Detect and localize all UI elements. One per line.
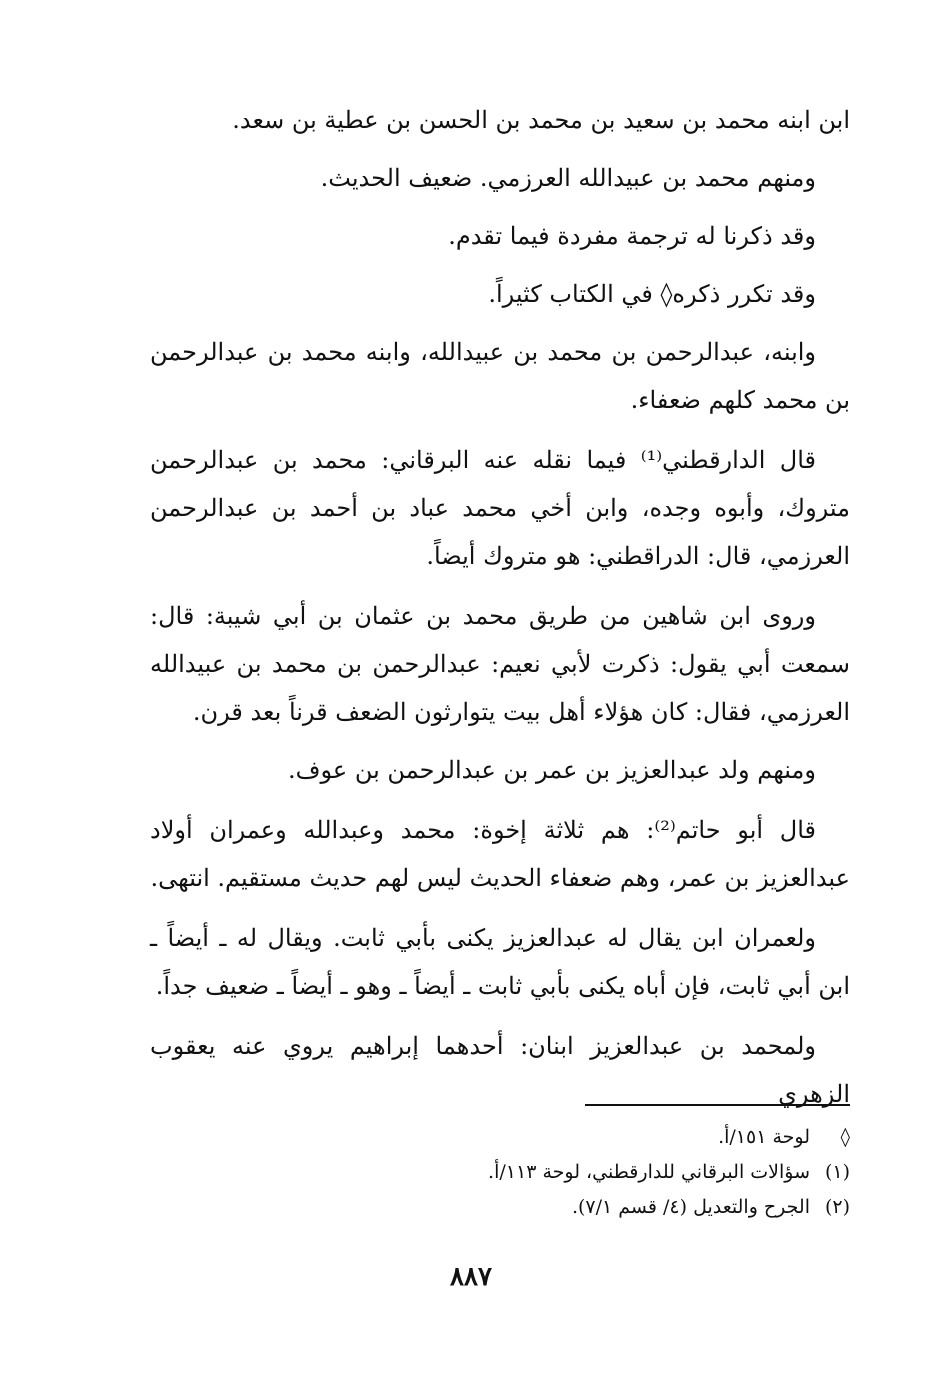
paragraph-5: وابنه، عبدالرحمن بن محمد بن عبيدالله، وابنه محمد بن عبدالرحمن بن محمد كلهم ضعفاء. bbox=[150, 338, 850, 414]
footnotes bbox=[150, 1120, 850, 1225]
paragraph-7: وروى ابن شاهين من طريق محمد بن عثمان بن أبي شيبة: قال: سمعت أبي يقول: ذكرت لأبي نعيم: عبدالرحمن بن محمد بن عبيدالله العرزمي، فقال: كان هؤلاء أهل بيت يتوارثون الضعف قرناً بعد قرن. bbox=[150, 602, 850, 726]
footnote-text: لوحة ١٥١/أ. bbox=[718, 1126, 810, 1148]
footnote-mark: (١) bbox=[824, 1161, 850, 1183]
footnote-item bbox=[150, 1190, 850, 1225]
paragraph-3: وقد ذكرنا له ترجمة مفردة فيما تقدم. bbox=[448, 222, 816, 250]
footnote-item bbox=[150, 1120, 850, 1155]
paragraph-11: ولمحمد بن عبدالعزيز ابنان: أحدهما إبراهيم يروي عنه يعقوب الزهري bbox=[150, 1032, 850, 1108]
paragraph-8: ومنهم ولد عبدالعزيز بن عمر بن عبدالرحمن بن عوف. bbox=[287, 756, 816, 784]
paragraph-4: وقد تكرر ذكره◊ في الكتاب كثيراً. bbox=[488, 280, 816, 308]
footnote-mark: ◊ bbox=[840, 1126, 850, 1148]
paragraph-1: ابن ابنه محمد بن سعيد بن محمد بن الحسن بن عطية بن سعد. bbox=[232, 106, 850, 134]
footnote-text: الجرح والتعديل (٤/ قسم ٧/١). bbox=[571, 1196, 810, 1218]
main-text bbox=[150, 96, 850, 1118]
paragraph-10: ولعمران ابن يقال له عبدالعزيز يكنى بأبي ثابت. ويقال له ـ أيضاً ـ ابن أبي ثابت، فإن أباه يكنى بأبي ثابت ـ أيضاً ـ وهو ـ أيضاً ـ ضعيف جداً. bbox=[150, 924, 850, 1000]
paragraph-6: قال الدارقطني⁽¹⁾ فيما نقله عنه البرقاني: محمد بن عبدالرحمن متروك، وأبوه وجده، وابن أخي محمد عباد بن أحمد بن عبدالرحمن العرزمي، قال: الدراقطني: هو متروك أيضاً. bbox=[150, 446, 850, 570]
footnote-text: سؤالات البرقاني للدارقطني، لوحة ١١٣/أ. bbox=[488, 1161, 810, 1183]
footnote-item bbox=[150, 1155, 850, 1190]
footnote-mark: (٢) bbox=[824, 1196, 850, 1218]
paragraph-2: ومنهم محمد بن عبيدالله العرزمي. ضعيف الحديث. bbox=[320, 164, 816, 192]
footnote-divider bbox=[585, 1104, 850, 1106]
page-number: ٨٨٧ bbox=[450, 1262, 492, 1292]
paragraph-9: قال أبو حاتم⁽²⁾: هم ثلاثة إخوة: محمد وعبدالله وعمران أولاد عبدالعزيز بن عمر، وهم ضعفاء الحديث ليس لهم حديث مستقيم. انتهى. bbox=[150, 816, 850, 892]
